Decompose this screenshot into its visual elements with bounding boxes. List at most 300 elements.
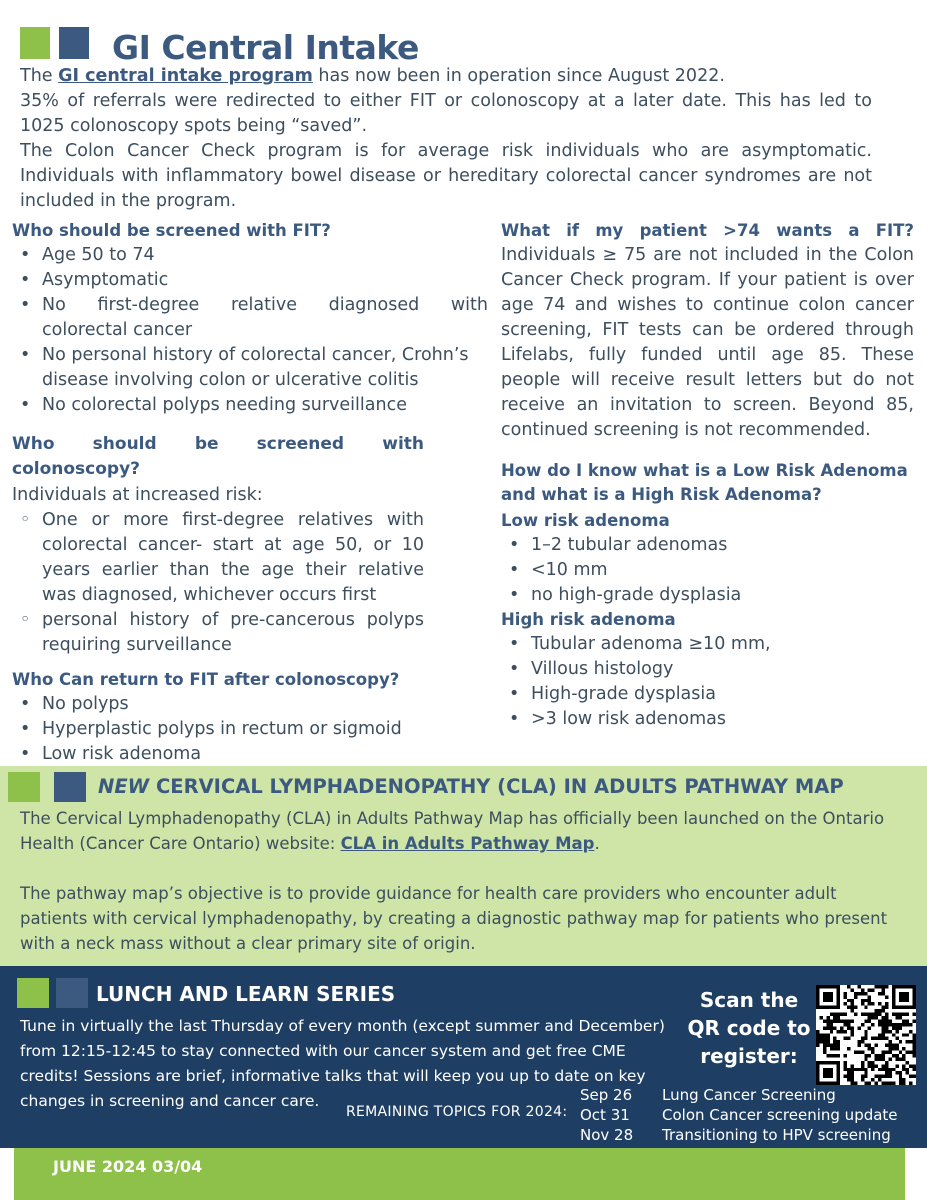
topic-date: Nov 28 (580, 1126, 634, 1144)
qr-module (816, 1061, 819, 1064)
low-risk-list (501, 533, 921, 608)
qr-module (833, 1082, 836, 1085)
qr-module (850, 1026, 853, 1029)
qr-module (892, 988, 895, 991)
qr-module (826, 1026, 829, 1029)
qr-module (850, 1075, 853, 1078)
qr-module (847, 1006, 850, 1009)
qr-code-graphic (816, 985, 916, 1085)
qr-module (847, 1037, 850, 1040)
qr-module (844, 992, 847, 995)
qr-module (882, 1006, 885, 1009)
qr-module (840, 1026, 843, 1029)
qr-module (913, 1044, 916, 1047)
qr-module (833, 1006, 836, 1009)
qr-module (878, 1075, 881, 1078)
qr-module (840, 1013, 843, 1016)
qr-module (875, 1057, 878, 1060)
qr-module (899, 1051, 902, 1054)
intro-line1-rest: has now been in operation since August 2022. (312, 66, 725, 86)
qr-module (871, 1051, 874, 1054)
qr-module (906, 1071, 909, 1074)
page-title: GI Central Intake (112, 28, 419, 67)
qr-module (816, 1068, 819, 1071)
qr-module (878, 1033, 881, 1036)
qr-module (899, 1023, 902, 1026)
cla-body (20, 806, 900, 956)
qr-module (857, 1068, 860, 1071)
qr-module (823, 1037, 826, 1040)
qr-module (895, 1064, 898, 1067)
topic-date: Sep 26 (580, 1086, 633, 1104)
qr-module (882, 1030, 885, 1033)
qr-module (888, 1071, 891, 1074)
qr-module (844, 1019, 847, 1022)
qr-module (895, 1030, 898, 1033)
qr-module (909, 1023, 912, 1026)
qr-module (857, 1026, 860, 1029)
qr-module (906, 1006, 909, 1009)
qr-module (906, 992, 909, 995)
list-item: • No colorectal polyps needing surveillance (42, 393, 488, 418)
qr-module (857, 1040, 860, 1043)
qr-module (899, 1016, 902, 1019)
qr-module (892, 1044, 895, 1047)
qr-module (888, 1082, 891, 1085)
qr-module (823, 1006, 826, 1009)
qr-module (902, 1047, 905, 1050)
qr-module (888, 1044, 891, 1047)
qr-module (826, 992, 829, 995)
qr-module (861, 1068, 864, 1071)
qr-module (861, 1002, 864, 1005)
qr-module (861, 1051, 864, 1054)
list-item: • No personal history of colorectal cancer, Crohn’s disease involving colon or ulcerative colitis (42, 343, 488, 393)
qr-module (875, 1075, 878, 1078)
list-item: • 1–2 tubular adenomas (531, 533, 921, 558)
qr-module (875, 1054, 878, 1057)
qr-module (885, 1016, 888, 1019)
scan-text: Scan the QR code to register: (687, 988, 811, 1068)
qr-module (833, 1061, 836, 1064)
qr-module (892, 1013, 895, 1016)
qr-module (816, 1044, 819, 1047)
qr-module (826, 1054, 829, 1057)
topic-row (580, 1126, 891, 1144)
qr-module (913, 1064, 916, 1067)
qr-module (875, 985, 878, 988)
qr-module (826, 1071, 829, 1074)
qr-module (837, 995, 840, 998)
qr-module (830, 1071, 833, 1074)
topic-date: Oct 31 (580, 1106, 630, 1124)
qr-module (844, 1061, 847, 1064)
intro-paragraph-2: 35% of referrals were redirected to either FIT or colonoscopy at a later date. This has led to 1025 colonoscopy spots being “saved”. (20, 91, 872, 136)
qr-module (854, 995, 857, 998)
qr-module (864, 1013, 867, 1016)
qr-module (878, 1013, 881, 1016)
gi-program-link[interactable]: GI central intake program (58, 66, 313, 86)
qr-module (844, 995, 847, 998)
qr-module (826, 1068, 829, 1071)
qr-module (850, 988, 853, 991)
qr-module (899, 1006, 902, 1009)
qr-module (816, 999, 819, 1002)
qr-module (875, 1082, 878, 1085)
qr-module (888, 1023, 891, 1026)
qr-module (871, 1013, 874, 1016)
qr-module (850, 1006, 853, 1009)
qr-module (885, 995, 888, 998)
qr-module (847, 999, 850, 1002)
qr-module (823, 1019, 826, 1022)
qr-module (913, 1006, 916, 1009)
qr-module (826, 995, 829, 998)
qr-module (871, 1016, 874, 1019)
qr-module (913, 985, 916, 988)
qr-module (837, 1002, 840, 1005)
qr-module (892, 1047, 895, 1050)
qr-module (830, 1023, 833, 1026)
qr-module (902, 1013, 905, 1016)
qr-module (833, 1013, 836, 1016)
qr-module (830, 1019, 833, 1022)
qr-module (837, 1075, 840, 1078)
qr-module (837, 1006, 840, 1009)
qr-module (864, 1054, 867, 1057)
qr-module (871, 988, 874, 991)
qr-module (902, 1064, 905, 1067)
lunch-body: Tune in virtually the last Thursday of every month (except summer and December) from 12:15-12:45 to stay connected with our cancer system and get free CME credits! Sessions are brief, informative talks that will keep you up to date on key changes in screening and cancer care. (20, 1017, 665, 1110)
intro-paragraph-3: The Colon Cancer Check program is for average risk individuals who are asymptomatic. Individuals with inflammatory bowel disease or hereditary colorectal cancer syndromes are not included in the program. (20, 141, 872, 211)
qr-module (878, 1023, 881, 1026)
qr-module (854, 1068, 857, 1071)
lunch-title: LUNCH AND LEARN SERIES (96, 982, 396, 1006)
qr-module (892, 992, 895, 995)
qr-module (909, 1082, 912, 1085)
qr-module (868, 1082, 871, 1085)
topic-row (580, 1106, 898, 1124)
qr-module (840, 1019, 843, 1022)
qr-module (902, 1054, 905, 1057)
qr-module (857, 1044, 860, 1047)
list-item: • <10 mm (531, 558, 921, 583)
qr-module (882, 1064, 885, 1067)
adenoma-heading: How do I know what is a Low Risk Adenoma and what is a High Risk Adenoma? (501, 461, 908, 504)
qr-module (885, 1002, 888, 1005)
qr-module (847, 1047, 850, 1050)
qr-module (819, 1006, 822, 1009)
qr-module (902, 992, 905, 995)
qr-module (868, 995, 871, 998)
qr-module (850, 1033, 853, 1036)
qr-module (816, 1064, 819, 1067)
qr-module (885, 1006, 888, 1009)
qr-module (902, 1068, 905, 1071)
qr-module (826, 1044, 829, 1047)
qr-module (864, 1019, 867, 1022)
right-column (501, 219, 914, 443)
qr-module (882, 1075, 885, 1078)
qr-module (882, 1033, 885, 1036)
qr-module (847, 1026, 850, 1029)
qr-module (885, 1037, 888, 1040)
qr-module (823, 1068, 826, 1071)
qr-module (913, 1047, 916, 1050)
list-item: • Tubular adenoma ≥10 mm, (531, 632, 921, 657)
qr-module (830, 999, 833, 1002)
qr-module (913, 999, 916, 1002)
qr-module (861, 1013, 864, 1016)
qr-module (823, 985, 826, 988)
qr-module (830, 1026, 833, 1029)
list-item: • no high-grade dysplasia (531, 583, 921, 608)
qr-module (816, 1082, 819, 1085)
qr-module (816, 1075, 819, 1078)
qr-module (847, 1068, 850, 1071)
qr-module (861, 988, 864, 991)
qr-module (899, 1040, 902, 1043)
qr-module (895, 1057, 898, 1060)
qr-module (899, 995, 902, 998)
qr-module (892, 995, 895, 998)
qr-module (878, 1054, 881, 1057)
qr-module (892, 1068, 895, 1071)
qr-module (882, 1082, 885, 1085)
qr-module (837, 999, 840, 1002)
qr-module (895, 1054, 898, 1057)
qr-module (833, 985, 836, 988)
qr-module (837, 992, 840, 995)
qr-module (837, 1044, 840, 1047)
qr-module (871, 1064, 874, 1067)
qr-module (830, 1006, 833, 1009)
qr-module (868, 1054, 871, 1057)
qr-module (830, 1082, 833, 1085)
qr-module (826, 1006, 829, 1009)
qr-module (844, 1054, 847, 1057)
qr-module (885, 1082, 888, 1085)
qr-module (826, 999, 829, 1002)
qr-module (847, 1071, 850, 1074)
list-item: ◦ personal history of pre-cancerous polyps requiring surveillance (42, 608, 424, 658)
qr-module (902, 1082, 905, 1085)
qr-module (885, 1064, 888, 1067)
qr-module (847, 1078, 850, 1081)
qr-module (878, 1009, 881, 1012)
qr-module (816, 1078, 819, 1081)
qr-module (823, 1071, 826, 1074)
list-item: ◦ One or more first-degree relatives with colorectal cancer- start at age 50, or 10 years earlier than the age their relative was diagnosed, whichever occurs first (42, 508, 424, 608)
qr-module (837, 1016, 840, 1019)
qr-module (816, 1040, 819, 1043)
qr-module (868, 1044, 871, 1047)
qr-module (906, 1051, 909, 1054)
qr-module (868, 1019, 871, 1022)
qr-module (830, 1068, 833, 1071)
qr-module (830, 1044, 833, 1047)
qr-module (899, 992, 902, 995)
qr-module (906, 995, 909, 998)
qr-module (823, 1044, 826, 1047)
qr-module (885, 1023, 888, 1026)
qr-module (823, 1047, 826, 1050)
qr-module (871, 1047, 874, 1050)
qr-module (826, 1033, 829, 1036)
qr-module (888, 1047, 891, 1050)
qr-module (837, 1064, 840, 1067)
return-heading: Who Can return to FIT after colonoscopy? (12, 670, 400, 689)
qr-module (826, 1037, 829, 1040)
qr-module (826, 1016, 829, 1019)
qr-module (857, 992, 860, 995)
qr-module (823, 1051, 826, 1054)
colonoscopy-list (12, 508, 424, 658)
qr-module (875, 1009, 878, 1012)
qr-module (909, 1075, 912, 1078)
qr-module (854, 1006, 857, 1009)
qr-module (882, 1054, 885, 1057)
qr-module (864, 1082, 867, 1085)
qr-module (868, 988, 871, 991)
qr-module (888, 1057, 891, 1060)
qr-module (895, 1023, 898, 1026)
qr-module (844, 1030, 847, 1033)
fit-heading: Who should be screened with FIT? (12, 221, 331, 240)
qr-code-icon[interactable] (816, 985, 916, 1085)
qr-module (878, 985, 881, 988)
qr-module (833, 1054, 836, 1057)
qr-module (913, 1051, 916, 1054)
qr-module (826, 1019, 829, 1022)
qr-module (885, 1061, 888, 1064)
cla-pathway-link[interactable]: CLA in Adults Pathway Map (340, 834, 595, 853)
qr-module (913, 1013, 916, 1016)
qr-module (885, 1019, 888, 1022)
qr-module (850, 1064, 853, 1067)
qr-module (882, 1026, 885, 1029)
qr-module (816, 988, 819, 991)
qr-module (871, 1061, 874, 1064)
qr-module (882, 1037, 885, 1040)
left-column (12, 219, 488, 418)
qr-module (913, 988, 916, 991)
qr-module (878, 1037, 881, 1040)
qr-module (830, 995, 833, 998)
qr-module (909, 1051, 912, 1054)
qr-module (913, 1075, 916, 1078)
qr-module (823, 1033, 826, 1036)
qr-module (899, 1082, 902, 1085)
qr-module (816, 1006, 819, 1009)
qr-module (833, 1037, 836, 1040)
qr-module (837, 1019, 840, 1022)
qr-module (854, 1082, 857, 1085)
qr-module (909, 1006, 912, 1009)
qr-module (882, 988, 885, 991)
fit-list (12, 243, 488, 418)
qr-module (888, 1068, 891, 1071)
qr-module (837, 1040, 840, 1043)
qr-module (864, 1068, 867, 1071)
qr-module (882, 1016, 885, 1019)
qr-module (875, 1044, 878, 1047)
qr-module (902, 1057, 905, 1060)
qr-module (837, 1030, 840, 1033)
list-item: • >3 low risk adenomas (531, 707, 921, 732)
list-item: • High-grade dysplasia (531, 682, 921, 707)
qr-module (885, 1030, 888, 1033)
qr-module (906, 1061, 909, 1064)
qr-module (885, 1068, 888, 1071)
qr-module (906, 1023, 909, 1026)
qr-module (837, 1082, 840, 1085)
blue-square-icon (56, 978, 88, 1008)
footer-text: JUNE 2024 03/04 (53, 1157, 203, 1176)
qr-module (837, 1054, 840, 1057)
qr-module (861, 992, 864, 995)
qr-module (837, 1068, 840, 1071)
qr-module (892, 1006, 895, 1009)
qr-module (892, 1033, 895, 1036)
qr-module (850, 999, 853, 1002)
qr-module (902, 995, 905, 998)
qr-module (909, 1040, 912, 1043)
qr-module (819, 1033, 822, 1036)
qr-module (913, 1002, 916, 1005)
qr-module (902, 1019, 905, 1022)
qr-module (847, 985, 850, 988)
green-square-icon (20, 27, 50, 59)
qr-module (892, 1026, 895, 1029)
qr-module (892, 999, 895, 1002)
qr-module (871, 1023, 874, 1026)
qr-module (830, 992, 833, 995)
qr-module (816, 1071, 819, 1074)
qr-module (850, 1078, 853, 1081)
qr-module (864, 1057, 867, 1060)
qr-module (913, 1040, 916, 1043)
qr-module (844, 1023, 847, 1026)
qr-module (830, 1030, 833, 1033)
qr-module (871, 1078, 874, 1081)
qr-module (899, 1075, 902, 1078)
qr-module (882, 1023, 885, 1026)
qr-module (878, 992, 881, 995)
qr-module (892, 1002, 895, 1005)
qr-module (882, 985, 885, 988)
qr-module (899, 985, 902, 988)
qr-module (837, 1013, 840, 1016)
qr-module (844, 1037, 847, 1040)
qr-module (830, 1054, 833, 1057)
qr-module (837, 985, 840, 988)
qr-module (892, 1082, 895, 1085)
qr-module (906, 1068, 909, 1071)
qr-module (823, 992, 826, 995)
qr-module (850, 1071, 853, 1074)
cla-title-new: NEW (98, 775, 150, 798)
qr-module (906, 1033, 909, 1036)
cla-p1-end: . (594, 834, 600, 853)
high-risk-heading: High risk adenoma (501, 610, 676, 629)
qr-module (899, 1071, 902, 1074)
qr-module (913, 1019, 916, 1022)
qr-module (868, 1026, 871, 1029)
qr-module (882, 1051, 885, 1054)
qr-module (830, 1075, 833, 1078)
qr-module (902, 1006, 905, 1009)
